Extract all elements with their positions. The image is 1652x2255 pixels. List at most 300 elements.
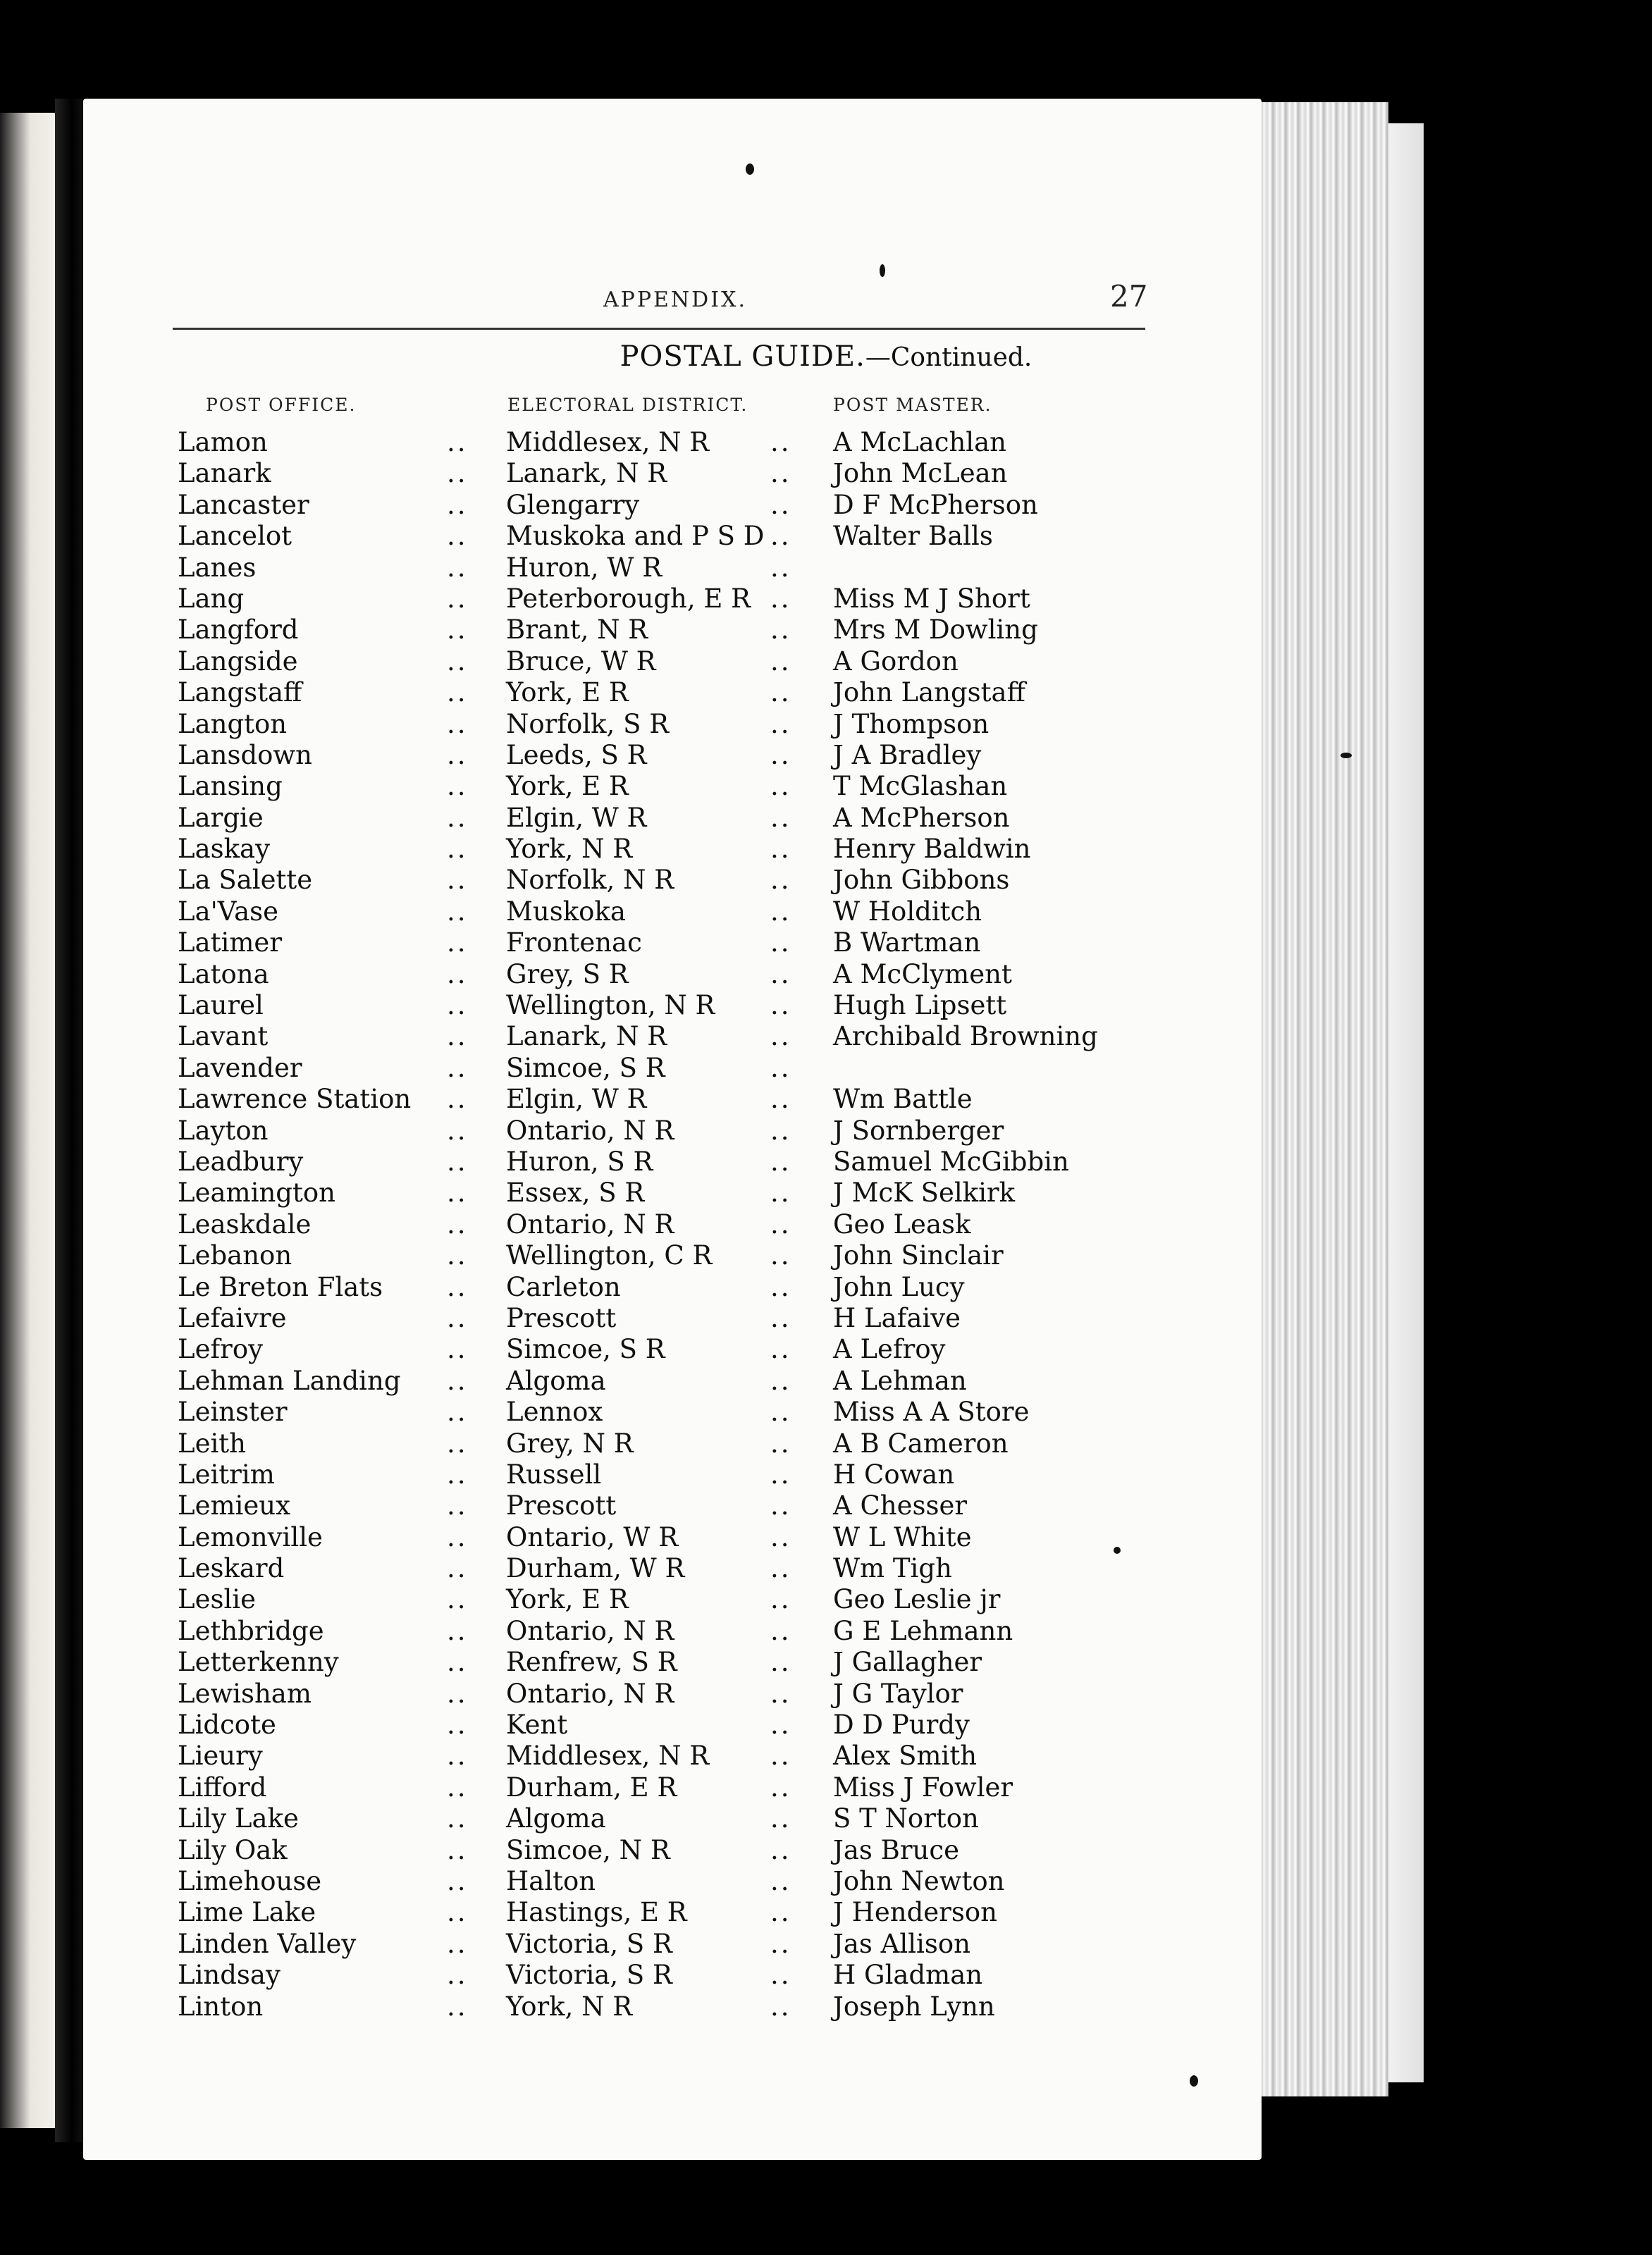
post-office-name: Langstaff [178,677,302,708]
post-office-name: Lamon [178,427,268,457]
leader-dots: .. [447,1302,468,1333]
electoral-district: Prescott [506,1302,617,1333]
electoral-district: Muskoka [506,896,626,927]
leader-dots: .. [770,1084,791,1115]
leader-dots: .. [447,834,468,865]
post-office-name: Lansing [178,771,283,802]
post-master-name: A McClyment [833,958,1012,989]
post-master-name: A Lefroy [833,1334,946,1365]
electoral-district: York, E R [506,1584,629,1615]
post-office-name: Linden Valley [178,1928,357,1959]
post-office-name: Le Breton Flats [178,1271,383,1302]
electoral-district: Victoria, S R [506,1960,672,1991]
list-item [0,990,1652,1021]
post-office-name: Lefaivre [178,1302,287,1333]
leader-dots: .. [447,1584,468,1615]
list-item [0,1991,1652,2022]
electoral-district: Bruce, W R [506,645,656,676]
leader-dots: .. [770,1021,791,1052]
post-office-name: Lancaster [178,489,309,520]
leader-dots: .. [770,677,791,708]
electoral-district: Muskoka and P S D [506,521,765,552]
leader-dots: .. [770,1991,791,2022]
leader-dots: .. [770,1928,791,1959]
ink-speck [1190,2075,1198,2087]
leader-dots: .. [770,1397,791,1428]
leader-dots: .. [770,927,791,958]
post-master-name: John Lucy [833,1271,965,1302]
list-item [0,771,1652,802]
running-head: APPENDIX. [603,288,747,312]
leader-dots: .. [770,1772,791,1803]
leader-dots: .. [770,1647,791,1678]
list-item [0,959,1652,990]
post-office-name: Lancelot [178,521,292,552]
leader-dots: .. [447,927,468,958]
post-master-name: John McLean [833,458,1008,489]
list-item [0,521,1652,552]
electoral-district: Middlesex, N R [506,427,710,457]
leader-dots: .. [770,990,791,1021]
post-office-name: Lefroy [178,1334,264,1365]
leader-dots: .. [770,1834,791,1865]
list-item [0,927,1652,958]
post-office-name: Lanes [178,552,257,583]
post-office-name: La Salette [178,865,313,896]
leader-dots: .. [770,583,791,614]
post-office-name: Lily Oak [178,1834,288,1865]
post-master-name: Wm Tigh [833,1553,952,1584]
list-item [0,1084,1652,1115]
list-item [0,1866,1652,1897]
post-master-name: Joseph Lynn [833,1991,995,2022]
list-item [0,458,1652,489]
leader-dots: .. [447,708,468,739]
post-master-name: G E Lehmann [833,1615,1013,1646]
leader-dots: .. [770,834,791,865]
leader-dots: .. [447,739,468,770]
leader-dots: .. [447,1209,468,1240]
post-master-name: Mrs M Dowling [833,614,1038,645]
post-master-name: Walter Balls [833,521,993,552]
list-item [0,896,1652,927]
leader-dots: .. [447,1865,468,1896]
post-office-name: Layton [178,1115,269,1146]
post-master-name: W Holditch [833,896,982,927]
ink-speck [746,163,754,175]
leader-dots: .. [770,1553,791,1584]
list-item [0,1116,1652,1147]
electoral-district: Middlesex, N R [506,1741,710,1772]
post-office-name: Lemonville [178,1521,323,1552]
post-office-name: Letterkenny [178,1647,339,1678]
leader-dots: .. [447,1960,468,1991]
electoral-district: Hastings, E R [506,1897,687,1928]
list-item [0,1397,1652,1428]
leader-dots: .. [447,1490,468,1521]
table-title [0,340,1652,373]
electoral-district: Renfrew, S R [506,1647,677,1678]
list-item [0,1522,1652,1553]
post-master-name: J Sornberger [833,1115,1004,1146]
electoral-district: Wellington, C R [506,1240,713,1271]
ink-speck [1340,753,1352,758]
post-office-name: Lanark [178,458,271,489]
leader-dots: .. [447,1834,468,1865]
electoral-district: Wellington, N R [506,990,715,1021]
electoral-district: Norfolk, N R [506,865,674,896]
electoral-district: Essex, S R [506,1178,645,1209]
leader-dots: .. [447,1615,468,1646]
post-office-name: Latimer [178,927,282,958]
leader-dots: .. [447,1459,468,1490]
list-item [0,1303,1652,1334]
electoral-district: Russell [506,1459,602,1490]
post-office-name: Limehouse [178,1865,322,1896]
electoral-district: Halton [506,1865,596,1896]
leader-dots: .. [447,1084,468,1115]
list-item [0,1772,1652,1803]
electoral-district: Simcoe, N R [506,1834,670,1865]
post-master-name: Samuel McGibbin [833,1146,1069,1177]
list-item [0,1897,1652,1928]
post-office-name: Lawrence Station [178,1084,412,1115]
page-number: 27 [1110,279,1148,314]
leader-dots: .. [447,614,468,645]
leader-dots: .. [447,1741,468,1772]
post-master-name: John Sinclair [833,1240,1004,1271]
leader-dots: .. [770,489,791,520]
list-item [0,1710,1652,1741]
post-master-name: D F McPherson [833,489,1038,520]
post-office-name: Laurel [178,990,264,1021]
electoral-district: Brant, N R [506,614,648,645]
post-office-name: Largie [178,802,264,833]
leader-dots: .. [770,896,791,927]
ink-speck [880,264,885,277]
post-office-name: Leith [178,1428,246,1459]
post-office-name: Langford [178,614,299,645]
leader-dots: .. [447,1803,468,1834]
leader-dots: .. [770,865,791,896]
post-master-name: Archibald Browning [833,1021,1098,1052]
leader-dots: .. [770,427,791,457]
post-office-name: Lewisham [178,1678,312,1709]
leader-dots: .. [447,990,468,1021]
leader-dots: .. [447,1710,468,1741]
leader-dots: .. [447,1647,468,1678]
leader-dots: .. [770,1678,791,1709]
leader-dots: .. [770,1803,791,1834]
post-office-name: Lansdown [178,739,312,770]
leader-dots: .. [447,1021,468,1052]
leader-dots: .. [447,458,468,489]
electoral-district: Frontenac [506,927,642,958]
leader-dots: .. [447,958,468,989]
post-office-name: Linton [178,1991,264,2022]
post-office-name: Lebanon [178,1240,292,1271]
post-office-name: Lifford [178,1772,267,1803]
post-master-name: John Langstaff [833,677,1025,708]
list-item [0,740,1652,771]
electoral-district: Ontario, W R [506,1521,679,1552]
electoral-district: Simcoe, S R [506,1334,665,1365]
list-item [0,1428,1652,1459]
electoral-district: York, E R [506,771,629,802]
list-item [0,1960,1652,1991]
electoral-district: Ontario, N R [506,1115,674,1146]
leader-dots: .. [447,1928,468,1959]
list-item [0,1209,1652,1240]
leader-dots: .. [447,427,468,457]
list-item [0,865,1652,896]
header-rule [173,328,1145,330]
post-master-name: B Wartman [833,927,981,958]
leader-dots: .. [447,802,468,833]
leader-dots: .. [770,1710,791,1741]
electoral-district: York, N R [506,1991,633,2022]
list-item [0,1334,1652,1365]
leader-dots: .. [447,552,468,583]
electoral-district: Ontario, N R [506,1209,674,1240]
list-item [0,803,1652,834]
list-item [0,552,1652,583]
list-item [0,1741,1652,1772]
post-office-name: Lehman Landing [178,1365,401,1396]
post-master-name: Geo Leask [833,1209,971,1240]
leader-dots: .. [447,1678,468,1709]
electoral-district: Elgin, W R [506,802,647,833]
post-office-name: Laskay [178,834,270,865]
leader-dots: .. [770,1240,791,1271]
leader-dots: .. [447,1991,468,2022]
postal-guide-list [0,427,1652,2022]
post-master-name: Henry Baldwin [833,834,1031,865]
electoral-district: Prescott [506,1490,617,1521]
electoral-district: Victoria, S R [506,1928,672,1959]
post-master-name: J Thompson [833,708,990,739]
list-item [0,1835,1652,1866]
leader-dots: .. [770,739,791,770]
leader-dots: .. [447,1397,468,1428]
post-office-name: Langside [178,645,298,676]
list-item [0,1553,1652,1584]
post-master-name: H Gladman [833,1960,983,1991]
column-header-electoral-district: ELECTORAL DISTRICT. [507,395,748,415]
list-item [0,1679,1652,1710]
leader-dots: .. [770,802,791,833]
electoral-district: Algoma [506,1803,606,1834]
post-office-name: Lavant [178,1021,269,1052]
leader-dots: .. [447,489,468,520]
list-item [0,1584,1652,1615]
leader-dots: .. [770,552,791,583]
list-item [0,1616,1652,1647]
list-item [0,709,1652,740]
list-item [0,1490,1652,1521]
leader-dots: .. [770,1615,791,1646]
electoral-district: Durham, E R [506,1772,677,1803]
list-item [0,1459,1652,1490]
post-master-name: S T Norton [833,1803,979,1834]
electoral-district: Grey, S R [506,958,629,989]
leader-dots: .. [770,1960,791,1991]
leader-dots: .. [447,1115,468,1146]
column-header-post-office: POST OFFICE. [206,395,357,415]
leader-dots: .. [770,1271,791,1302]
post-master-name: A B Cameron [833,1428,1009,1459]
leader-dots: .. [447,896,468,927]
list-item [0,1647,1652,1678]
leader-dots: .. [770,458,791,489]
leader-dots: .. [447,1553,468,1584]
electoral-district: Lanark, N R [506,1021,667,1052]
post-office-name: Lily Lake [178,1803,299,1834]
post-office-name: Latona [178,958,269,989]
post-master-name: Miss J Fowler [833,1772,1013,1803]
list-item [0,1272,1652,1303]
list-item [0,1053,1652,1084]
leader-dots: .. [770,958,791,989]
leader-dots: .. [447,645,468,676]
electoral-district: Ontario, N R [506,1615,674,1646]
post-office-name: Leaskdale [178,1209,312,1240]
post-office-name: Lang [178,583,245,614]
electoral-district: Norfolk, S R [506,708,670,739]
leader-dots: .. [447,1052,468,1083]
post-office-name: Leitrim [178,1459,275,1490]
post-master-name: John Gibbons [833,865,1010,896]
post-master-name: A McPherson [833,802,1010,833]
electoral-district: Lennox [506,1397,603,1428]
electoral-district: Leeds, S R [506,739,647,770]
post-master-name: H Lafaive [833,1302,961,1333]
list-item [0,490,1652,521]
table-title-continued: —Continued. [865,343,1032,372]
post-master-name: T McGlashan [833,771,1008,802]
leader-dots: .. [770,1209,791,1240]
leader-dots: .. [447,1178,468,1209]
ink-speck [1114,1547,1121,1554]
leader-dots: .. [447,1146,468,1177]
list-item [0,1929,1652,1960]
leader-dots: .. [770,614,791,645]
post-master-name: J McK Selkirk [833,1178,1016,1209]
post-master-name: H Cowan [833,1459,955,1490]
post-office-name: Lime Lake [178,1897,316,1928]
post-office-name: Leinster [178,1397,288,1428]
leader-dots: .. [770,1865,791,1896]
leader-dots: .. [770,1115,791,1146]
electoral-district: Huron, W R [506,552,662,583]
electoral-district: Simcoe, S R [506,1052,665,1083]
leader-dots: .. [770,1334,791,1365]
post-master-name: A McLachlan [833,427,1006,457]
leader-dots: .. [447,1428,468,1459]
leader-dots: .. [770,1741,791,1772]
leader-dots: .. [447,1271,468,1302]
post-master-name: Jas Allison [833,1928,970,1959]
list-item [0,834,1652,865]
post-office-name: Leamington [178,1178,335,1209]
post-office-name: Leskard [178,1553,285,1584]
post-master-name: Miss M J Short [833,583,1030,614]
post-master-name: Miss A A Store [833,1397,1030,1428]
list-item [0,1178,1652,1209]
leader-dots: .. [770,1146,791,1177]
column-header-post-master: POST MASTER. [833,395,992,415]
leader-dots: .. [447,865,468,896]
leader-dots: .. [447,1365,468,1396]
leader-dots: .. [770,1302,791,1333]
post-master-name: A Chesser [833,1490,968,1521]
leader-dots: .. [770,1521,791,1552]
leader-dots: .. [447,521,468,552]
post-master-name: Hugh Lipsett [833,990,1007,1021]
list-item [0,427,1652,458]
leader-dots: .. [770,1459,791,1490]
post-master-name: D D Purdy [833,1710,970,1741]
post-master-name: J Gallagher [833,1647,982,1678]
post-master-name: Alex Smith [833,1741,978,1772]
list-item [0,614,1652,645]
leader-dots: .. [447,1772,468,1803]
electoral-district: Durham, W R [506,1553,685,1584]
post-master-name: Geo Leslie jr [833,1584,1001,1615]
post-office-name: Leadbury [178,1146,304,1177]
list-item [0,1803,1652,1834]
leader-dots: .. [770,1365,791,1396]
leader-dots: .. [770,521,791,552]
post-office-name: Langton [178,708,288,739]
electoral-district: Elgin, W R [506,1084,647,1115]
post-master-name: W L White [833,1521,972,1552]
leader-dots: .. [447,1334,468,1365]
electoral-district: Grey, N R [506,1428,634,1459]
post-office-name: La'Vase [178,896,279,927]
electoral-district: Carleton [506,1271,621,1302]
list-item [0,677,1652,708]
leader-dots: .. [447,677,468,708]
electoral-district: York, E R [506,677,629,708]
post-master-name: Wm Battle [833,1084,973,1115]
post-office-name: Lieury [178,1741,263,1772]
list-item [0,583,1652,614]
list-item [0,1240,1652,1271]
post-office-name: Leslie [178,1584,257,1615]
leader-dots: .. [770,1052,791,1083]
list-item [0,1021,1652,1052]
electoral-district: Huron, S R [506,1146,653,1177]
leader-dots: .. [770,645,791,676]
leader-dots: .. [447,1521,468,1552]
post-master-name: J G Taylor [833,1678,963,1709]
electoral-district: York, N R [506,834,633,865]
post-master-name: John Newton [833,1865,1005,1896]
electoral-district: Lanark, N R [506,458,667,489]
electoral-district: Kent [506,1710,568,1741]
post-office-name: Lavender [178,1052,302,1083]
electoral-district: Glengarry [506,489,640,520]
post-master-name: Jas Bruce [833,1834,959,1865]
leader-dots: .. [770,1428,791,1459]
leader-dots: .. [770,771,791,802]
post-master-name: A Lehman [833,1365,967,1396]
leader-dots: .. [770,1490,791,1521]
list-item [0,1366,1652,1397]
table-title-main: POSTAL GUIDE. [620,340,865,373]
leader-dots: .. [770,1178,791,1209]
